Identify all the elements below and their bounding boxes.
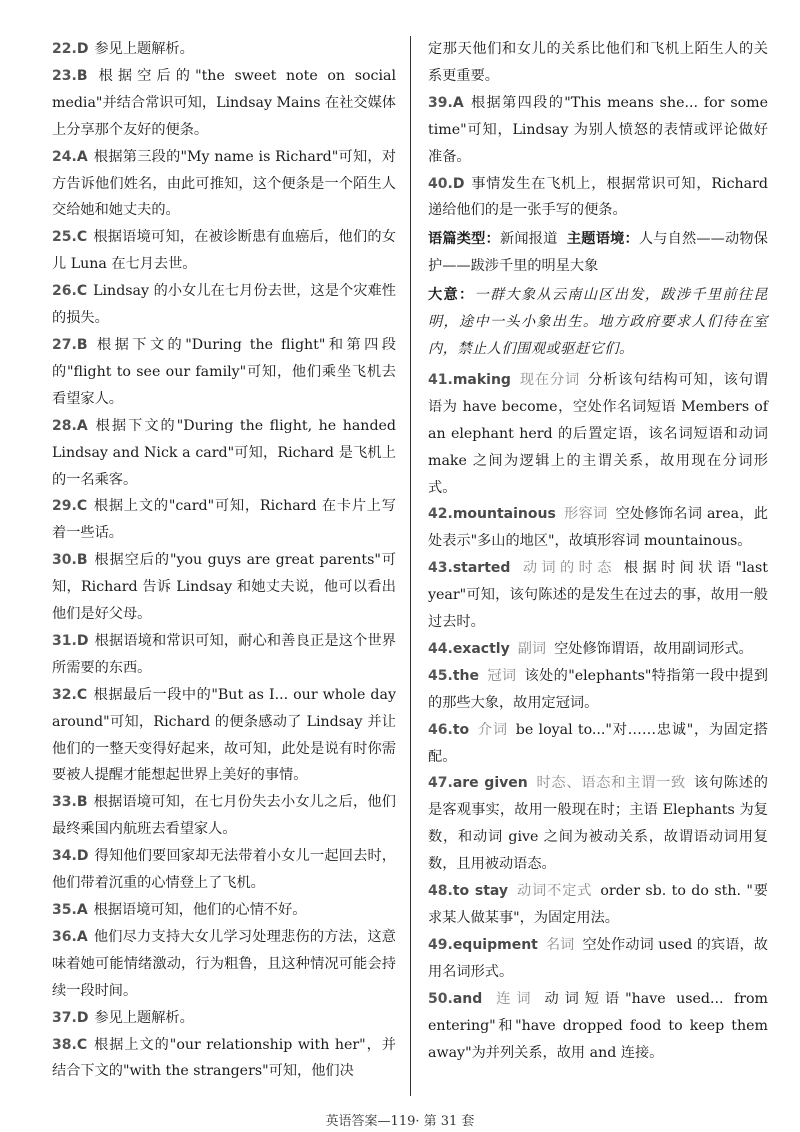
type-value: 新闻报道 [499, 231, 558, 248]
grammar-category: 动词不定式 [516, 883, 593, 900]
question-number: 40. [428, 175, 453, 192]
explanation-text: be loyal to..."对……忠诚"，为固定搭配。 [428, 721, 768, 765]
answer-entry [428, 878, 768, 932]
explanation-text: 他们尽力支持大女儿学习处理悲伤的方法，这意味着她可能情绪激动，行为粗鲁，且这种情况可能会持续一段时间。 [52, 928, 396, 999]
answer-letter: A [76, 928, 88, 945]
answer-letter: C [76, 498, 88, 515]
question-number: 46. [428, 721, 453, 738]
page-footer: 英语答案—119· 第 31 套 [325, 1114, 475, 1129]
explanation-text: 该句陈述的是客观事实，故用一般现在时；主语 Elephants 为复数，和动词 give 之间为被动关系，故谓语动词用复数，且用被动语态。 [428, 775, 768, 873]
explanation-text: 根据下文的"During the flight"和第四段的"flight to see our family"可知，他们乘坐飞机去看望家人。 [52, 336, 396, 407]
question-number: 38. [52, 1036, 77, 1053]
explanation-text: 参见上题解析。 [94, 1009, 194, 1026]
column-divider [410, 36, 411, 1096]
explanation-text: Lindsay 的小女儿在七月份去世，这是个灾难性的损失。 [52, 283, 396, 327]
answer-entry [428, 770, 768, 878]
question-number: 24. [52, 148, 77, 165]
type-label: 语篇类型： [428, 231, 500, 248]
answer-letter: A [76, 902, 88, 918]
answer-letter: C [76, 283, 88, 300]
answer-word: to [452, 721, 470, 738]
question-number: 29. [52, 498, 77, 515]
explanation-text: 动词短语"have used... from entering"和"have dropped food to keep them away"为并列关系，故用 and 连接。 [428, 990, 768, 1061]
right-column [428, 36, 768, 1066]
grammar-category: 连词 [490, 990, 537, 1007]
explanation-text: 定那天他们和女儿的关系比他们和飞机上陌生人的关系更重要。 [428, 41, 768, 84]
grammar-category: 副词 [517, 640, 547, 657]
question-number: 32. [52, 686, 77, 703]
answer-entry [428, 717, 768, 771]
answer-word: making [452, 371, 511, 388]
question-number: 41. [428, 371, 453, 388]
grammar-category: 动词的时态 [518, 560, 616, 577]
answer-entry [52, 278, 396, 332]
answer-letter: A [76, 417, 88, 434]
theme-value: 人与自然——动物保护——跋涉千里的明星大象 [428, 231, 768, 275]
answer-entry [52, 493, 396, 547]
grammar-category: 介词 [477, 721, 508, 738]
answer-entry [428, 555, 768, 636]
answer-entry [52, 1032, 396, 1086]
answer-word: mountainous [452, 506, 556, 523]
answer-entry [52, 144, 396, 225]
explanation-text: 参见上题解析。 [94, 41, 194, 57]
grammar-category: 现在分词 [518, 371, 581, 388]
answer-entry [428, 932, 768, 986]
grammar-category: 形容词 [563, 506, 608, 523]
answer-entry [428, 171, 768, 225]
gist-text: 一群大象从云南山区出发，跋涉千里前往昆明，途中一头小象出生。地方政府要求人们待在室内，禁止人们围观或驱赶它们。 [428, 287, 768, 357]
answer-entry [428, 90, 768, 171]
answer-entry [428, 36, 768, 90]
question-number: 43. [428, 560, 453, 577]
left-column [52, 36, 396, 1085]
answer-letter: B [76, 552, 88, 569]
explanation-text: 根据时间状语"last year"可知，该句陈述的是发生在过去的事，故用一般过去时。 [428, 560, 768, 631]
gist-label: 大意： [428, 287, 475, 304]
question-number: 45. [428, 667, 453, 684]
answer-entry [52, 547, 396, 628]
explanation-text: 分析该句结构可知，该句谓语为 have become，空处作名词短语 Members of an elephant herd 的后置定语，该名词短语和动词 make 之间为逻辑上的主谓关系，故用现在分词形式。 [428, 371, 768, 496]
answer-letter: C [76, 1036, 88, 1053]
answer-entry [428, 663, 768, 717]
question-number: 49. [428, 936, 453, 953]
grammar-category: 冠词 [486, 667, 517, 684]
explanation-text: 根据上文的"card"可知，Richard 在卡片上写着一些话。 [52, 498, 396, 542]
answer-word: the [452, 667, 479, 684]
question-number: 26. [52, 283, 77, 300]
question-number: 47. [428, 775, 453, 792]
grammar-category: 时态、语态和主谓一致 [535, 775, 686, 792]
question-number: 39. [428, 94, 453, 111]
question-number: 35. [52, 902, 77, 918]
answer-entry [52, 897, 396, 924]
question-number: 31. [52, 632, 77, 649]
explanation-text: 根据最后一段中的"But as I... our whole day around"可知，Richard 的便条感动了 Lindsay 并让他们的一整天变得好起来，故可知，此处是说有时你需要被人提醒才能想起世界上美好的事情。 [52, 686, 396, 784]
answer-entry [428, 986, 768, 1067]
answer-word: are given [452, 775, 528, 792]
answer-letter: D [76, 41, 89, 57]
answer-entry [52, 682, 396, 790]
question-number: 33. [52, 794, 77, 811]
answer-word: to stay [452, 883, 509, 900]
answer-word: exactly [452, 640, 510, 657]
passage-gist [428, 282, 768, 363]
explanation-text: order sb. to do sth. "要求某人做某事"，为固定用法。 [428, 883, 768, 926]
theme-label: 主题语境： [566, 231, 639, 248]
answer-entry [52, 789, 396, 843]
explanation-text: 根据第三段的"My name is Richard"可知，对方告诉他们姓名，由此可推知，这个便条是一个陌生人交给她和她丈夫的。 [52, 148, 396, 219]
answer-letter: A [76, 148, 88, 165]
explanation-text: 根据下文的"During the flight, he handed Lindsay and Nick a card"可知，Richard 是飞机上的一名乘客。 [52, 417, 396, 488]
answer-entry [52, 628, 396, 682]
question-number: 25. [52, 229, 77, 246]
answer-letter: D [76, 848, 89, 865]
answer-letter: D [76, 1009, 89, 1026]
explanation-text: 空处作动词 used 的宾语，故用名词形式。 [428, 936, 768, 980]
question-number: 28. [52, 417, 77, 434]
right-top-entries [428, 36, 768, 224]
explanation-text: 事情发生在飞机上，根据常识可知，Richard 递给他们的是一张手写的便条。 [428, 175, 768, 219]
question-number: 22. [52, 41, 77, 57]
answer-word: equipment [452, 936, 538, 953]
answer-entry [428, 636, 768, 663]
question-number: 50. [428, 990, 453, 1007]
question-number: 36. [52, 928, 77, 945]
explanation-text: 根据空后的"the sweet note on social media"并结合常识可知，Lindsay Mains 在社交媒体上分享那个友好的便条。 [52, 67, 396, 138]
answer-letter: D [76, 632, 89, 649]
explanation-text: 根据语境和常识可知，耐心和善良正是这个世界所需要的东西。 [52, 632, 396, 676]
passage-type-line [428, 226, 768, 280]
question-number: 23. [52, 67, 77, 84]
answer-word: and [452, 990, 483, 1007]
answer-letter: C [76, 229, 88, 246]
explanation-text: 根据语境可知，在被诊断患有血癌后，他们的女儿 Luna 在七月去世。 [52, 229, 396, 273]
question-number: 42. [428, 506, 453, 523]
answer-letter: A [452, 94, 464, 111]
explanation-text: 空处修饰谓语，故用副词形式。 [554, 640, 753, 657]
explanation-text: 根据语境可知，在七月份失去小女儿之后，他们最终乘国内航班去看望家人。 [52, 794, 396, 838]
explanation-text: 该处的"elephants"特指第一段中提到的那些大象，故用定冠词。 [428, 667, 768, 711]
answer-letter: B [76, 67, 88, 84]
answer-entry [52, 63, 396, 144]
answer-letter: B [76, 794, 88, 811]
answer-entry [52, 924, 396, 1005]
explanation-text: 根据语境可知，他们的心情不好。 [93, 902, 307, 918]
answer-entry [52, 1005, 396, 1032]
question-number: 37. [52, 1009, 77, 1026]
answer-entry [52, 413, 396, 494]
answer-entry [428, 367, 768, 502]
question-number: 34. [52, 848, 77, 865]
explanation-text: 空处修饰名词 area，此处表示"多山的地区"，故填形容词 mountainous。 [428, 506, 768, 550]
answer-entry [52, 843, 396, 897]
explanation-text: 根据上文的"our relationship with her"，并结合下文的"with the strangers"可知，他们决 [52, 1036, 396, 1080]
answer-entry [52, 36, 396, 63]
right-bottom-entries [428, 367, 768, 1067]
answer-entry [52, 224, 396, 278]
question-number: 27. [52, 336, 77, 353]
explanation-text: 根据第四段的"This means she... for some time"可知，Lindsay 为别人愤怒的表情或评论做好准备。 [428, 94, 768, 165]
answer-letter: D [452, 175, 465, 192]
explanation-text: 得知他们要回家却无法带着小女儿一起回去时，他们带着沉重的心情登上了飞机。 [52, 848, 396, 892]
answer-entry [428, 501, 768, 555]
question-number: 48. [428, 883, 453, 900]
answer-letter: C [76, 686, 88, 703]
answer-word: started [452, 560, 511, 577]
grammar-category: 名词 [545, 936, 575, 953]
explanation-text: 根据空后的"you guys are great parents"可知，Richard 告诉 Lindsay 和她丈夫说，他可以看出他们是好父母。 [52, 552, 396, 623]
question-number: 44. [428, 640, 453, 657]
question-number: 30. [52, 552, 77, 569]
answer-letter: B [76, 336, 88, 353]
answer-entry [52, 332, 396, 413]
